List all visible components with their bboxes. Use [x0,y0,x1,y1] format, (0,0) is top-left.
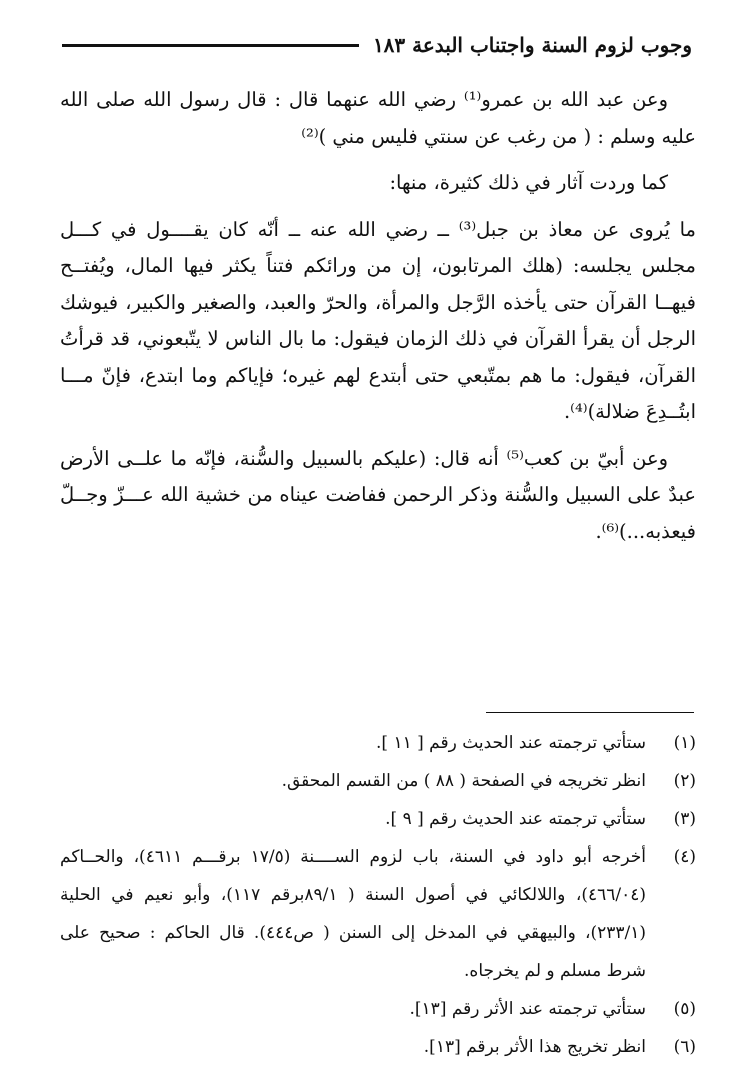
footnote-number: (٣) [673,809,696,829]
footnote-number: (٦) [673,1037,696,1057]
footnote [60,800,696,838]
footnote-text: انظر تخريج هذا الأثر برقم [١٣]. [423,1037,646,1057]
header-title: وجوب لزوم السنة واجتناب البدعة ١٨٣ [372,33,692,57]
footnote-number: (٤) [673,847,696,867]
footnote-text: ستأتي ترجمته عند الحديث رقم [ ١١ ]. [376,733,646,753]
footnote-text: انظر تخريجه في الصفحة ( ٨٨ ) من القسم المحقق. [281,771,646,791]
footnote-number: (٥) [673,999,696,1019]
paragraph-athar-intro: كما وردت آثار في ذلك كثيرة، منها: [389,171,668,194]
footnote-number: (٢) [673,771,696,791]
paragraph-muadh: ما يُروى عن معاذ بن جبل⁽³⁾ ــ رضي الله عنه ــ أنّه كان يقــــول في كـــل مجلس يجلسه: (هلك المرتابون، إن من ورائكم فتناً يكثر فيها المال، ويُفتــح فيهــا القرآن حتى يأخذه الرَّجل والمرأة، والحرّ والعبد، والصغير والكبير، فيوشك الرجل أن يقرأ القرآن في ذلك الزمان فيقول: ما بال الناس لا يتّبعوني، قد قرأتُ القرآن، فيقول: ما هم بمتّبعي حتى أبتدع لهم غيره؛ فإياكم وما ابتدع، فإنّ مـــا ابتُــدِعَ ضلالة)⁽⁴⁾. [60,217,696,423]
footnote [60,990,696,1028]
footnote [60,724,696,762]
footnote-text: ستأتي ترجمته عند الأثر رقم [١٣]. [409,999,646,1019]
main-text [60,82,696,560]
footnote-text: ستأتي ترجمته عند الحديث رقم [ ٩ ]. [385,809,646,829]
footnote-separator [486,712,694,713]
footnote [60,1028,696,1066]
header-rule [62,44,359,47]
footnote [60,762,696,800]
paragraph-ubayy: وعن أبيّ بن كعب⁽⁵⁾ أنه قال: (عليكم بالسبيل والسُّنة، فإنّه ما علــى الأرض عبدٌ على السبيل والسُّنة وذكر الرحمن ففاضت عيناه من خشية الله عـــزّ وجــلّ فيعذبه...)⁽⁶⁾. [60,446,696,543]
footnote [60,838,696,990]
paragraph-hadith-ibn-amr: وعن عبد الله بن عمرو⁽¹⁾ رضي الله عنهما قال : قال رسول الله صلى الله عليه وسلم : ( من رغب عن سنتي فليس مني )⁽²⁾ [60,88,696,148]
running-header [62,30,692,60]
footnote-number: (١) [673,733,696,753]
footnote-text: أخرجه أبو داود في السنة، باب لزوم الســــنة (١٧/٥ برقـــم ٤٦١١)، والحــاكم (٤٦٦/٠٤)، واللالكائي في أصول السنة ( ٨٩/١برقم ١١٧)، وأبو نعيم في الحلية (٢٣٣/١)، والبيهقي في المدخل إلى السنن ( ص٤٤٤). قال الحاكم : صحيح على شرط مسلم و لم يخرجاه. [60,847,647,981]
footnotes [60,724,696,1066]
